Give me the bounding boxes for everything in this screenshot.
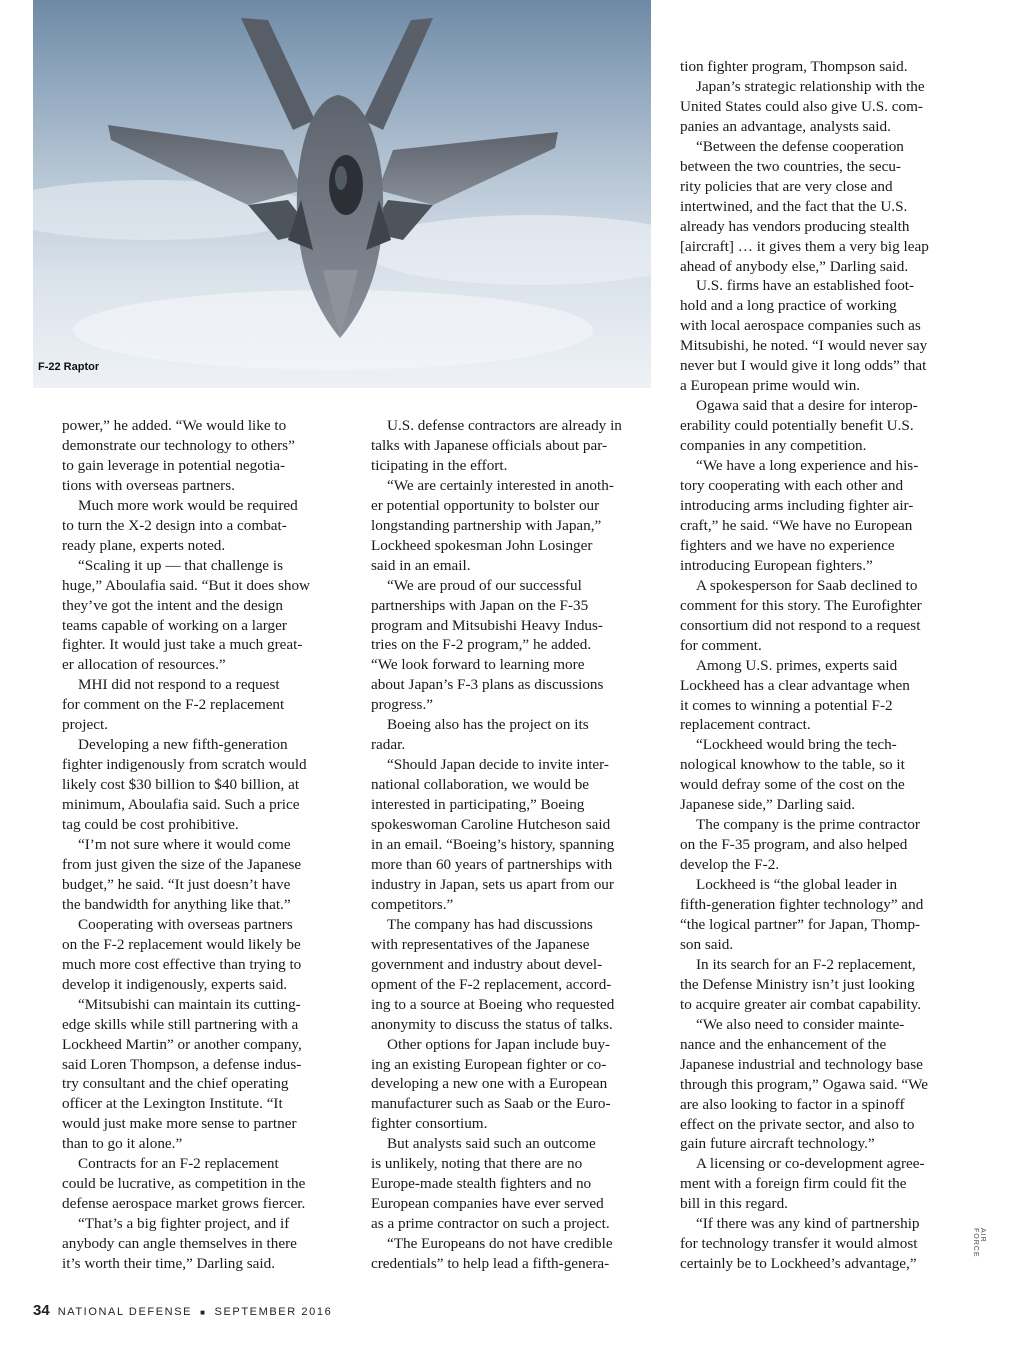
text-line: already has vendors producing stealth [680, 217, 910, 235]
text-line: gain future aircraft technology.” [680, 1135, 875, 1153]
text-line: A spokesperson for Saab declined to [696, 576, 918, 594]
text-line: on the F-35 program, and also helped [680, 836, 908, 854]
paragraph [62, 835, 352, 915]
text-line: fighter indigenously from scratch would [62, 756, 307, 774]
paragraph [680, 576, 970, 656]
text-line: power,” he added. “We would like to [62, 417, 287, 434]
paragraph [62, 556, 352, 676]
text-line: Contracts for an F-2 replacement [78, 1155, 279, 1173]
text-line: radar. [371, 736, 406, 754]
text-line: introducing European fighters.” [680, 556, 873, 574]
paragraph [371, 715, 661, 755]
text-line: the Defense Ministry isn’t just looking [680, 975, 915, 993]
text-line: budget,” he said. “It just doesn’t have [62, 875, 291, 893]
text-line: companies in any competition. [680, 437, 867, 455]
text-line: Japanese industrial and technology base [680, 1055, 923, 1073]
text-line: progress.” [371, 696, 433, 714]
paragraph [371, 1134, 661, 1234]
text-line: craft,” he said. “We have no European [680, 516, 913, 534]
paragraph [680, 396, 970, 456]
text-line: talks with Japanese officials about par- [371, 436, 608, 454]
paragraph [62, 735, 352, 835]
paragraph [62, 915, 352, 995]
text-line: partnerships with Japan on the F-35 [371, 596, 589, 614]
text-line: huge,” Aboulafia said. “But it does show [62, 576, 311, 594]
text-line: never but I would give it long odds” that [680, 357, 927, 375]
text-line: to turn the X-2 design into a combat- [62, 516, 287, 534]
paragraph [680, 456, 970, 576]
text-line: develop it indigenously, experts said. [62, 975, 288, 993]
footer-separator: ■ [200, 1308, 207, 1317]
paragraph [62, 1154, 352, 1214]
text-line: “We are proud of our successful [387, 576, 582, 594]
text-line: consortium did not respond to a request [680, 616, 921, 634]
paragraph [62, 995, 352, 1155]
text-line: er allocation of resources.” [62, 656, 226, 674]
text-line: with local aerospace companies such as [680, 317, 921, 335]
text-line: ment with a foreign firm could fit the [680, 1175, 907, 1193]
text-line: The company has had discussions [387, 915, 593, 933]
text-line: “We are certainly interested in anoth- [387, 476, 614, 494]
text-line: Developing a new fifth-generation [78, 736, 288, 754]
text-line: for comment on the F-2 replacement [62, 696, 285, 714]
text-line: anonymity to discuss the status of talks. [371, 1015, 613, 1033]
text-line: In its search for an F-2 replacement, [696, 955, 916, 973]
text-line: about Japan’s F-3 plans as discussions [371, 676, 604, 694]
text-line: are also looking to factor in a spinoff [680, 1095, 905, 1113]
text-line: national collaboration, we would be [371, 776, 590, 794]
text-line: program and Mitsubishi Heavy Indus- [371, 616, 603, 634]
article-column-1 [62, 416, 352, 1274]
text-line: fighter consortium. [371, 1115, 488, 1133]
text-line: longstanding partnership with Japan,” [371, 516, 602, 534]
text-line: a European prime would win. [680, 377, 861, 395]
text-line: Mitsubishi, he noted. “I would never say [680, 337, 928, 355]
text-line: ticipating in the effort. [371, 456, 508, 474]
text-line: would just make more sense to partner [62, 1115, 297, 1133]
text-line: through this program,” Ogawa said. “We [680, 1075, 929, 1093]
text-line: comment for this story. The Eurofighter [680, 596, 922, 614]
text-line: more than 60 years of partnerships with [371, 855, 613, 873]
paragraph [680, 656, 970, 736]
paragraph [680, 815, 970, 875]
text-line: between the two countries, the secu- [680, 157, 901, 175]
text-line: industry in Japan, sets us apart from our [371, 875, 614, 893]
text-line: nological knowhow to the table, so it [680, 756, 905, 774]
text-line: “The Europeans do not have credible [387, 1235, 613, 1253]
text-line: said in an email. [371, 556, 471, 574]
text-line: “We also need to consider mainte- [696, 1015, 905, 1033]
text-line: ing to a source at Boeing who requested [371, 995, 615, 1013]
text-line: Boeing also has the project on its [387, 716, 589, 734]
text-line: nance and the enhancement of the [680, 1035, 887, 1053]
paragraph [62, 675, 352, 735]
text-line: Cooperating with overseas partners [78, 915, 293, 933]
text-line: with representatives of the Japanese [371, 935, 590, 953]
text-line: for comment. [680, 636, 762, 654]
text-line: U.S. firms have an established foot- [696, 277, 915, 295]
text-line: likely cost $30 billion to $40 billion, at [62, 776, 300, 794]
text-line: Lockheed has a clear advantage when [680, 676, 910, 694]
text-line: ahead of anybody else,” Darling said. [680, 257, 909, 275]
paragraph [680, 276, 970, 396]
paragraph [62, 1214, 352, 1274]
text-line: developing a new one with a European [371, 1075, 608, 1093]
text-line: effect on the private sector, and also to [680, 1115, 915, 1133]
paragraph [62, 496, 352, 556]
paragraph [371, 915, 661, 1035]
text-line: The company is the prime contractor [696, 816, 920, 834]
text-line: Europe-made stealth fighters and no [371, 1175, 592, 1193]
text-line: U.S. defense contractors are already in [387, 417, 622, 434]
text-line: Lockheed Martin” or another company, [62, 1035, 302, 1053]
text-line: fighters and we have no experience [680, 536, 895, 554]
text-line: develop the F-2. [680, 856, 780, 874]
text-line: could be lucrative, as competition in the [62, 1175, 306, 1193]
text-line: ready plane, experts noted. [62, 536, 226, 554]
text-line: bill in this regard. [680, 1195, 788, 1213]
text-line: the bandwidth for anything like that.” [62, 895, 291, 913]
text-line: opment of the F-2 replacement, accord- [371, 975, 612, 993]
text-line: said Loren Thompson, a defense indus- [62, 1055, 302, 1073]
text-line: Ogawa said that a desire for interop- [696, 397, 918, 415]
paragraph [371, 576, 661, 716]
text-line: Lockheed spokesman John Losinger [371, 536, 593, 554]
paragraph [680, 955, 970, 1015]
text-line: than to go it alone.” [62, 1135, 183, 1153]
paragraph [680, 1214, 970, 1274]
text-line: “If there was any kind of partnership [696, 1215, 920, 1233]
text-line: [aircraft] … it gives them a very big leap [680, 237, 929, 255]
text-line: officer at the Lexington Institute. “It [62, 1095, 283, 1113]
text-line: tries on the F-2 program,” he added. [371, 636, 592, 654]
text-line: demonstrate our technology to others” [62, 436, 295, 454]
text-line: interested in participating,” Boeing [371, 796, 585, 814]
text-line: Japan’s strategic relationship with the [696, 77, 925, 95]
publication-name: NATIONAL DEFENSE [57, 1306, 193, 1318]
paragraph [62, 416, 352, 496]
text-line: erability could potentially benefit U.S. [680, 417, 914, 435]
text-line: introducing arms including fighter air- [680, 496, 914, 514]
text-line: tag could be cost prohibitive. [62, 816, 239, 834]
text-line: project. [62, 716, 108, 734]
article-column-3 [680, 57, 970, 1274]
text-line: “We look forward to learning more [371, 656, 585, 674]
text-line: “Mitsubishi can maintain its cutting- [78, 995, 301, 1013]
photo-caption: F-22 Raptor [38, 361, 100, 373]
text-line: Other options for Japan include buy- [387, 1035, 611, 1053]
text-line: on the F-2 replacement would likely be [62, 935, 301, 953]
text-line: as a prime contractor on such a project. [371, 1215, 610, 1233]
text-line: to gain leverage in potential negotia- [62, 456, 286, 474]
text-line: tion fighter program, Thompson said. [680, 58, 908, 75]
text-line: “Should Japan decide to invite inter- [387, 756, 609, 774]
text-line: A licensing or co-development agree- [696, 1155, 925, 1173]
text-line: is unlikely, noting that there are no [371, 1155, 583, 1173]
paragraph [371, 755, 661, 915]
text-line: it’s worth their time,” Darling said. [62, 1255, 276, 1273]
text-line: would defray some of the cost on the [680, 776, 905, 794]
text-line: replacement contract. [680, 716, 811, 734]
text-line: tions with overseas partners. [62, 476, 235, 494]
text-line: “We have a long experience and his- [696, 457, 919, 475]
text-line: er potential opportunity to bolster our [371, 496, 600, 514]
text-line: tory cooperating with each other and [680, 477, 904, 495]
text-line: teams capable of working on a larger [62, 616, 287, 634]
text-line: defense aerospace market grows fiercer. [62, 1195, 306, 1213]
text-line: ing an existing European fighter or co- [371, 1055, 607, 1073]
paragraph [680, 1154, 970, 1214]
text-line: much more cost effective than trying to [62, 955, 302, 973]
text-line: spokeswoman Caroline Hutcheson said [371, 816, 611, 834]
issue-date: SEPTEMBER 2016 [214, 1306, 333, 1318]
text-line: panies an advantage, analysts said. [680, 117, 891, 135]
text-line: competitors.” [371, 895, 454, 913]
text-line: minimum, Aboulafia said. Such a price [62, 796, 300, 814]
paragraph [371, 1035, 661, 1135]
text-line: manufacturer such as Saab or the Euro- [371, 1095, 611, 1113]
text-line: United States could also give U.S. com- [680, 97, 923, 115]
text-line: “I’m not sure where it would come [78, 836, 291, 854]
text-line: Much more work would be required [78, 496, 298, 514]
f22-aircraft-illustration [33, 0, 651, 388]
text-line: Lockheed is “the global leader in [696, 876, 898, 894]
text-line: credentials” to help lead a fifth-genera- [371, 1255, 610, 1273]
paragraph [680, 875, 970, 955]
text-line: they’ve got the intent and the design [62, 596, 284, 614]
photo-credit: AIR FORCE [972, 1228, 986, 1258]
text-line: son said. [680, 935, 734, 953]
text-line: in an email. “Boeing’s history, spanning [371, 836, 615, 854]
page-footer [33, 1302, 332, 1319]
text-line: from just given the size of the Japanese [62, 855, 302, 873]
text-line: Japanese side,” Darling said. [680, 796, 856, 814]
text-line: “Between the defense cooperation [696, 137, 904, 155]
text-line: government and industry about devel- [371, 955, 603, 973]
text-line: to acquire greater air combat capability. [680, 995, 922, 1013]
paragraph [680, 77, 970, 137]
paragraph [371, 416, 661, 476]
text-line: hold and a long practice of working [680, 297, 897, 315]
article-photo [33, 0, 651, 388]
paragraph [371, 476, 661, 576]
paragraph [680, 57, 970, 77]
text-line: edge skills while still partnering with a [62, 1015, 299, 1033]
paragraph [371, 1234, 661, 1274]
paragraph [680, 1015, 970, 1155]
text-line: “Scaling it up — that challenge is [78, 556, 283, 574]
page-number: 34 [33, 1302, 50, 1319]
paragraph [680, 735, 970, 815]
text-line: But analysts said such an outcome [387, 1135, 596, 1153]
text-line: intertwined, and the fact that the U.S. [680, 197, 908, 215]
text-line: Among U.S. primes, experts said [696, 656, 898, 674]
paragraph [680, 137, 970, 277]
text-line: certainly be to Lockheed’s advantage,” [680, 1255, 917, 1273]
text-line: it comes to winning a potential F-2 [680, 696, 893, 714]
text-line: “the logical partner” for Japan, Thomp- [680, 915, 921, 933]
text-line: try consultant and the chief operating [62, 1075, 289, 1093]
text-line: fighter. It would just take a much great- [62, 636, 303, 654]
text-line: MHI did not respond to a request [78, 676, 280, 694]
text-line: fifth-generation fighter technology” and [680, 896, 924, 914]
text-line: European companies have ever served [371, 1195, 604, 1213]
text-line: rity policies that are very close and [680, 177, 893, 195]
text-line: “Lockheed would bring the tech- [696, 736, 897, 754]
text-line: for technology transfer it would almost [680, 1235, 918, 1253]
text-line: anybody can angle themselves in there [62, 1235, 297, 1253]
text-line: “That’s a big fighter project, and if [78, 1215, 290, 1233]
article-column-2 [371, 416, 661, 1274]
